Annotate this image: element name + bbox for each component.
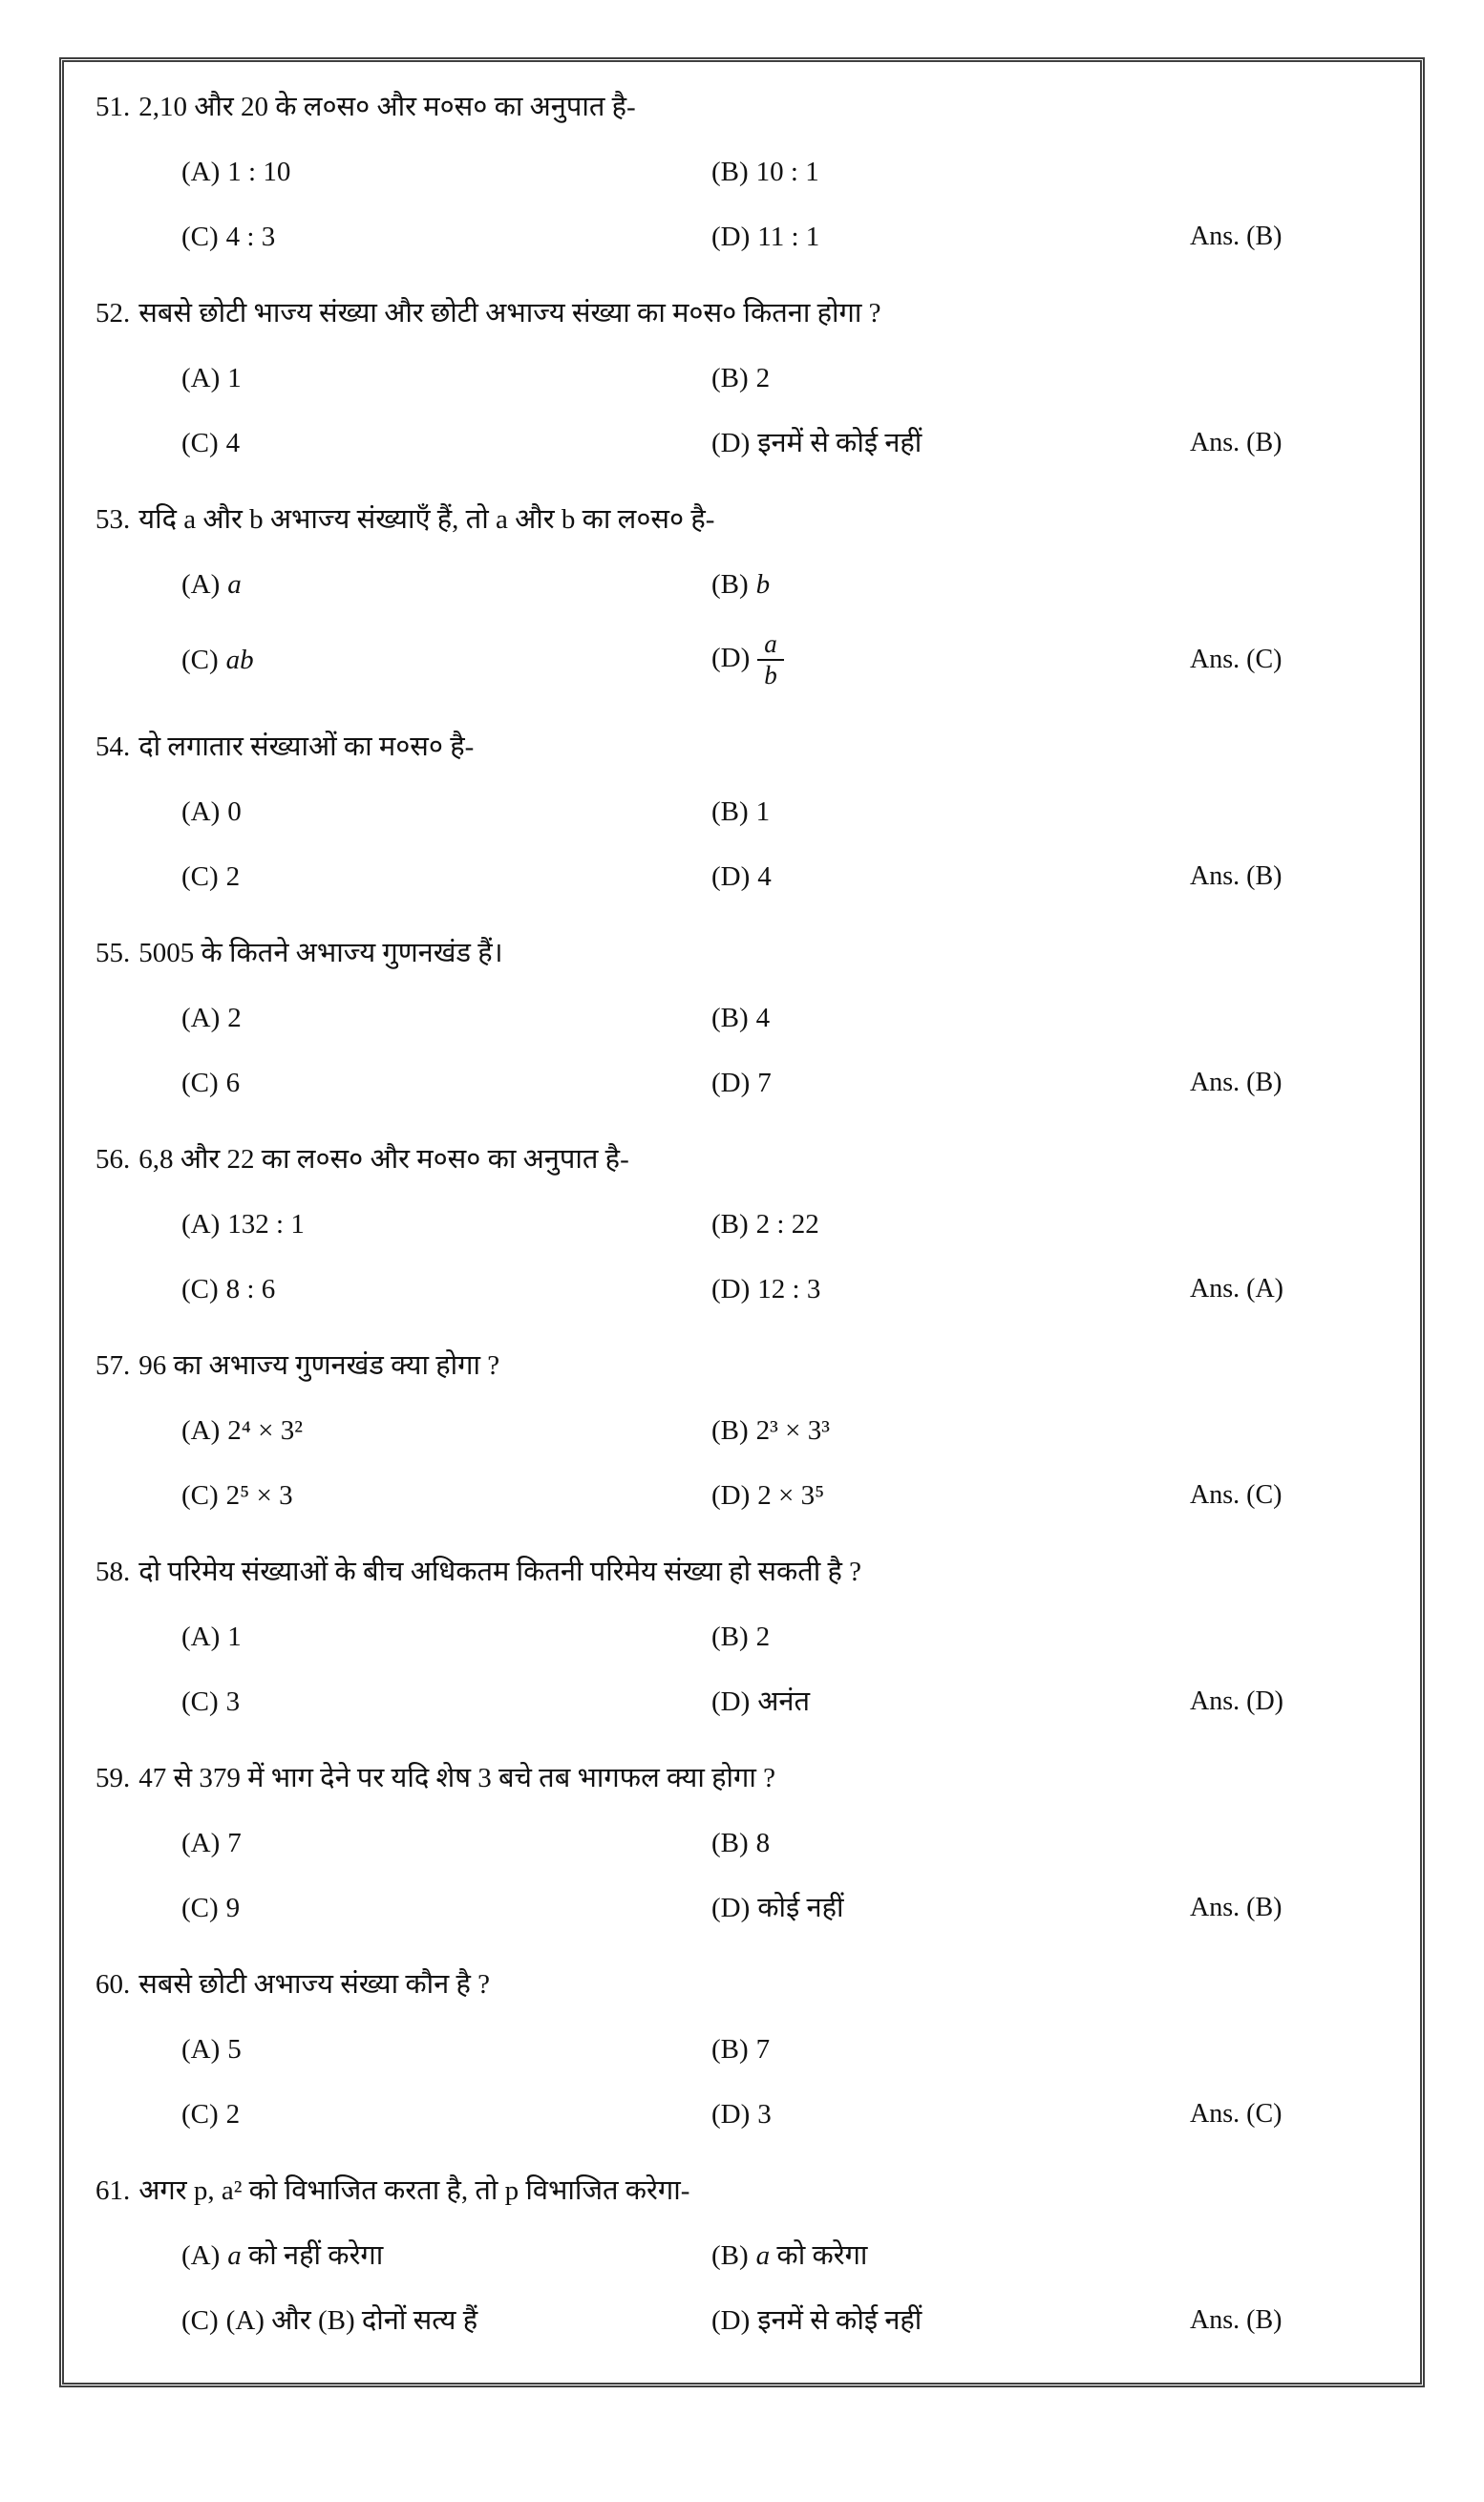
option-label: (A): [181, 1622, 221, 1653]
options-row: [95, 564, 1395, 604]
option-d: [711, 1063, 1160, 1103]
options-row: [95, 2094, 1395, 2134]
question-text: 2,10 और 20 के ल०स० और म०स० का अनुपात है-: [138, 92, 636, 122]
option-label: (B): [711, 1828, 749, 1859]
option-b: [711, 564, 1160, 604]
fraction-denominator: b: [757, 659, 784, 690]
answer-label: Ans. (C): [1190, 1480, 1283, 1511]
question-block: [95, 1552, 1395, 1722]
option-text: 3: [757, 2099, 772, 2131]
option-a: [181, 998, 711, 1038]
question-number: 53.: [95, 504, 131, 535]
option-text: 10 : 1: [755, 157, 819, 187]
option-label: (B): [711, 1622, 749, 1653]
question-line: [95, 1964, 1395, 2004]
option-b: [711, 1410, 1160, 1451]
options-row: [95, 217, 1395, 257]
options-row: [95, 2029, 1395, 2069]
question-text: यदि a और b अभाज्य संख्याएँ हैं, तो a और b का ल०स० है-: [138, 504, 715, 535]
option-a: [181, 792, 711, 832]
option-text: 2⁴ × 3²: [227, 1415, 303, 1447]
option-label: (D): [711, 222, 751, 252]
question-block: [95, 293, 1395, 463]
question-number: 58.: [95, 1557, 131, 1588]
option-label: (C): [181, 1274, 219, 1305]
question-block: [95, 2171, 1395, 2341]
option-label: (A): [181, 2034, 221, 2066]
question-number: 51.: [95, 92, 131, 122]
question-number: 57.: [95, 1350, 131, 1382]
option-label: (A): [181, 2240, 221, 2272]
question-block: [95, 1139, 1395, 1309]
question-text: 5005 के कितने अभाज्य गुणनखंड हैं।: [138, 938, 503, 969]
option-label: (B): [711, 1003, 749, 1034]
options-row: [95, 152, 1395, 192]
option-label: (D): [711, 2099, 751, 2131]
question-block: [95, 727, 1395, 897]
options-row: [95, 1617, 1395, 1657]
option-d: [711, 2301, 1160, 2341]
fraction-numerator: a: [764, 629, 777, 658]
option-text: 1 : 10: [227, 157, 291, 187]
option-text: 4: [757, 861, 772, 893]
option-text: अनंत: [757, 1686, 811, 1718]
option-b: [711, 358, 1160, 398]
options-row: [95, 1475, 1395, 1516]
question-line: [95, 87, 1395, 127]
option-label: (B): [711, 1415, 749, 1447]
option-label: (B): [711, 2240, 749, 2272]
option-a: [181, 1204, 711, 1244]
option-text: 3: [225, 1686, 241, 1718]
document-page: [0, 57, 1484, 2502]
option-text: 132 : 1: [227, 1209, 305, 1240]
option-text: 0: [227, 796, 242, 828]
option-text: 4: [225, 428, 241, 458]
options-row: [95, 1682, 1395, 1722]
option-label: (A): [181, 363, 221, 393]
option-a: [181, 1617, 711, 1657]
option-text: 2 × 3⁵: [757, 1480, 825, 1512]
option-c: [181, 1682, 711, 1722]
question-text: अगर p, a² को विभाजित करता है, तो p विभाजित करेगा-: [138, 2175, 690, 2207]
option-a: [181, 358, 711, 398]
answer-label: Ans. (B): [1190, 861, 1283, 892]
option-text: 1: [227, 1622, 242, 1653]
option-text: 2: [225, 861, 241, 893]
question-number: 54.: [95, 732, 131, 763]
option-text: b: [755, 569, 771, 600]
question-line: [95, 933, 1395, 973]
option-text: 1: [227, 363, 242, 393]
option-a: [181, 152, 711, 192]
question-text: दो परिमेय संख्याओं के बीच अधिकतम कितनी परिमेय संख्या हो सकती है ?: [138, 1557, 862, 1588]
question-line: [95, 1346, 1395, 1386]
options-row: [95, 1410, 1395, 1451]
option-b: [711, 1617, 1160, 1657]
option-a: [181, 564, 711, 604]
question-number: 56.: [95, 1144, 131, 1176]
option-text: इनमें से कोई नहीं: [757, 428, 922, 458]
option-b: [711, 2236, 1160, 2276]
question-block: [95, 87, 1395, 257]
question-line: [95, 1758, 1395, 1798]
option-label: (D): [711, 1686, 751, 1718]
options-row: [95, 1063, 1395, 1103]
option-d: [711, 2094, 1160, 2134]
fraction: [757, 629, 784, 690]
option-label: (A): [181, 1209, 221, 1240]
option-label: (B): [711, 1209, 749, 1240]
options-row: [95, 629, 1395, 690]
option-label: (D): [711, 642, 751, 673]
question-block: [95, 1964, 1395, 2134]
answer-label: Ans. (B): [1190, 428, 1283, 457]
option-b: [711, 1204, 1160, 1244]
option-text: 2: [755, 363, 771, 393]
option-label: (C): [181, 1480, 219, 1512]
option-c: [181, 1475, 711, 1516]
option-a: [181, 2029, 711, 2069]
option-label: (A): [181, 157, 221, 187]
option-d: [711, 1475, 1160, 1516]
question-number: 52.: [95, 298, 131, 329]
option-d: [711, 423, 1160, 463]
answer-label: Ans. (B): [1190, 222, 1283, 251]
option-label: (B): [711, 157, 749, 187]
option-d: [711, 1269, 1160, 1309]
answer-label: Ans. (A): [1190, 1274, 1283, 1304]
option-text: 7: [755, 2034, 771, 2066]
option-b: [711, 998, 1160, 1038]
option-text: 2 : 22: [755, 1209, 819, 1240]
options-row: [95, 423, 1395, 463]
answer-label: Ans. (B): [1190, 1068, 1283, 1098]
option-b: [711, 2029, 1160, 2069]
option-d: [711, 217, 1160, 257]
option-c: [181, 423, 711, 463]
option-label: (A): [181, 569, 221, 600]
question-number: 55.: [95, 938, 131, 969]
option-c: [181, 2094, 711, 2134]
option-text: 7: [757, 1068, 772, 1099]
question-number: 61.: [95, 2175, 131, 2207]
option-text: इनमें से कोई नहीं: [757, 2305, 922, 2337]
question-text: सबसे छोटी अभाज्य संख्या कौन है ?: [138, 1969, 490, 2001]
question-line: [95, 499, 1395, 540]
page-frame: [59, 57, 1425, 2387]
question-line: [95, 1552, 1395, 1592]
option-label: (D): [711, 428, 751, 458]
option-text: 2: [755, 1622, 771, 1653]
option-label: (A): [181, 1415, 221, 1447]
option-label: (C): [181, 1893, 219, 1924]
question-line: [95, 727, 1395, 767]
option-text: 5: [227, 2034, 242, 2066]
question-line: [95, 1139, 1395, 1179]
option-text: a को नहीं करेगा: [227, 2240, 384, 2272]
option-label: (B): [711, 569, 749, 600]
options-row: [95, 2301, 1395, 2341]
option-a: [181, 1410, 711, 1451]
answer-label: Ans. (C): [1190, 645, 1283, 675]
option-text: 4 : 3: [225, 222, 276, 252]
option-text: 12 : 3: [757, 1274, 821, 1305]
option-text: 2⁵ × 3: [225, 1480, 293, 1512]
option-text: 2: [227, 1003, 242, 1034]
option-text: a को करेगा: [755, 2240, 868, 2272]
option-label: (D): [711, 2305, 751, 2337]
option-text: 2: [225, 2099, 241, 2131]
option-label: (C): [181, 428, 219, 458]
option-text: 7: [227, 1828, 242, 1859]
question-text: सबसे छोटी भाज्य संख्या और छोटी अभाज्य संख्या का म०स० कितना होगा ?: [138, 298, 881, 329]
options-row: [95, 998, 1395, 1038]
question-block: [95, 1758, 1395, 1928]
option-label: (A): [181, 1003, 221, 1034]
option-text: कोई नहीं: [757, 1893, 844, 1924]
answer-label: Ans. (D): [1190, 1686, 1283, 1717]
option-text: 8 : 6: [225, 1274, 276, 1305]
option-d: [711, 1682, 1160, 1722]
answer-label: Ans. (C): [1190, 2099, 1283, 2130]
option-label: (C): [181, 1068, 219, 1099]
question-text: 96 का अभाज्य गुणनखंड क्या होगा ?: [138, 1350, 500, 1382]
option-text: 6: [225, 1068, 241, 1099]
option-label: (A): [181, 796, 221, 828]
question-number: 59.: [95, 1763, 131, 1794]
question-text: 47 से 379 में भाग देने पर यदि शेष 3 बचे तब भागफल क्या होगा ?: [138, 1763, 775, 1794]
options-row: [95, 1269, 1395, 1309]
option-c: [181, 217, 711, 257]
option-text: (A) और (B) दोनों सत्य हैं: [225, 2305, 478, 2337]
option-c: [181, 1063, 711, 1103]
options-row: [95, 2236, 1395, 2276]
option-label: (C): [181, 1686, 219, 1718]
option-c: [181, 1269, 711, 1309]
option-c: [181, 1888, 711, 1928]
option-d: [711, 1888, 1160, 1928]
option-text: 2³ × 3³: [755, 1415, 830, 1447]
option-label: (B): [711, 796, 749, 828]
options-row: [95, 1204, 1395, 1244]
question-text: 6,8 और 22 का ल०स० और म०स० का अनुपात है-: [138, 1144, 629, 1176]
option-b: [711, 152, 1160, 192]
answer-label: Ans. (B): [1190, 1893, 1283, 1923]
question-text: दो लगातार संख्याओं का म०स० है-: [138, 732, 475, 763]
option-label: (D): [711, 1274, 751, 1305]
option-d: [711, 629, 1160, 690]
option-text: 1: [755, 796, 771, 828]
option-label: (D): [711, 1893, 751, 1924]
option-text: 8: [755, 1828, 771, 1859]
option-label: (C): [181, 222, 219, 252]
answer-label: Ans. (B): [1190, 2305, 1283, 2336]
option-text: a: [227, 569, 242, 600]
option-text: ab: [225, 645, 254, 676]
option-b: [711, 1823, 1160, 1863]
options-row: [95, 1823, 1395, 1863]
option-label: (D): [711, 1068, 751, 1099]
option-label: (C): [181, 861, 219, 893]
option-d: [711, 857, 1160, 897]
option-text: 9: [225, 1893, 241, 1924]
option-c: [181, 2301, 711, 2341]
option-label: (A): [181, 1828, 221, 1859]
option-a: [181, 1823, 711, 1863]
option-c: [181, 857, 711, 897]
option-label: (C): [181, 2099, 219, 2131]
option-c: [181, 640, 711, 680]
option-label: (D): [711, 1480, 751, 1512]
option-label: (B): [711, 363, 749, 393]
question-line: [95, 2171, 1395, 2211]
options-row: [95, 1888, 1395, 1928]
question-block: [95, 933, 1395, 1103]
option-label: (D): [711, 861, 751, 893]
options-row: [95, 857, 1395, 897]
option-text: 4: [755, 1003, 771, 1034]
option-label: (C): [181, 645, 219, 676]
option-label: (C): [181, 2305, 219, 2337]
options-row: [95, 792, 1395, 832]
option-label: (B): [711, 2034, 749, 2066]
question-block: [95, 1346, 1395, 1516]
question-number: 60.: [95, 1969, 131, 2001]
option-b: [711, 792, 1160, 832]
option-a: [181, 2236, 711, 2276]
option-text: 11 : 1: [757, 222, 820, 252]
question-line: [95, 293, 1395, 333]
options-row: [95, 358, 1395, 398]
question-block: [95, 499, 1395, 690]
